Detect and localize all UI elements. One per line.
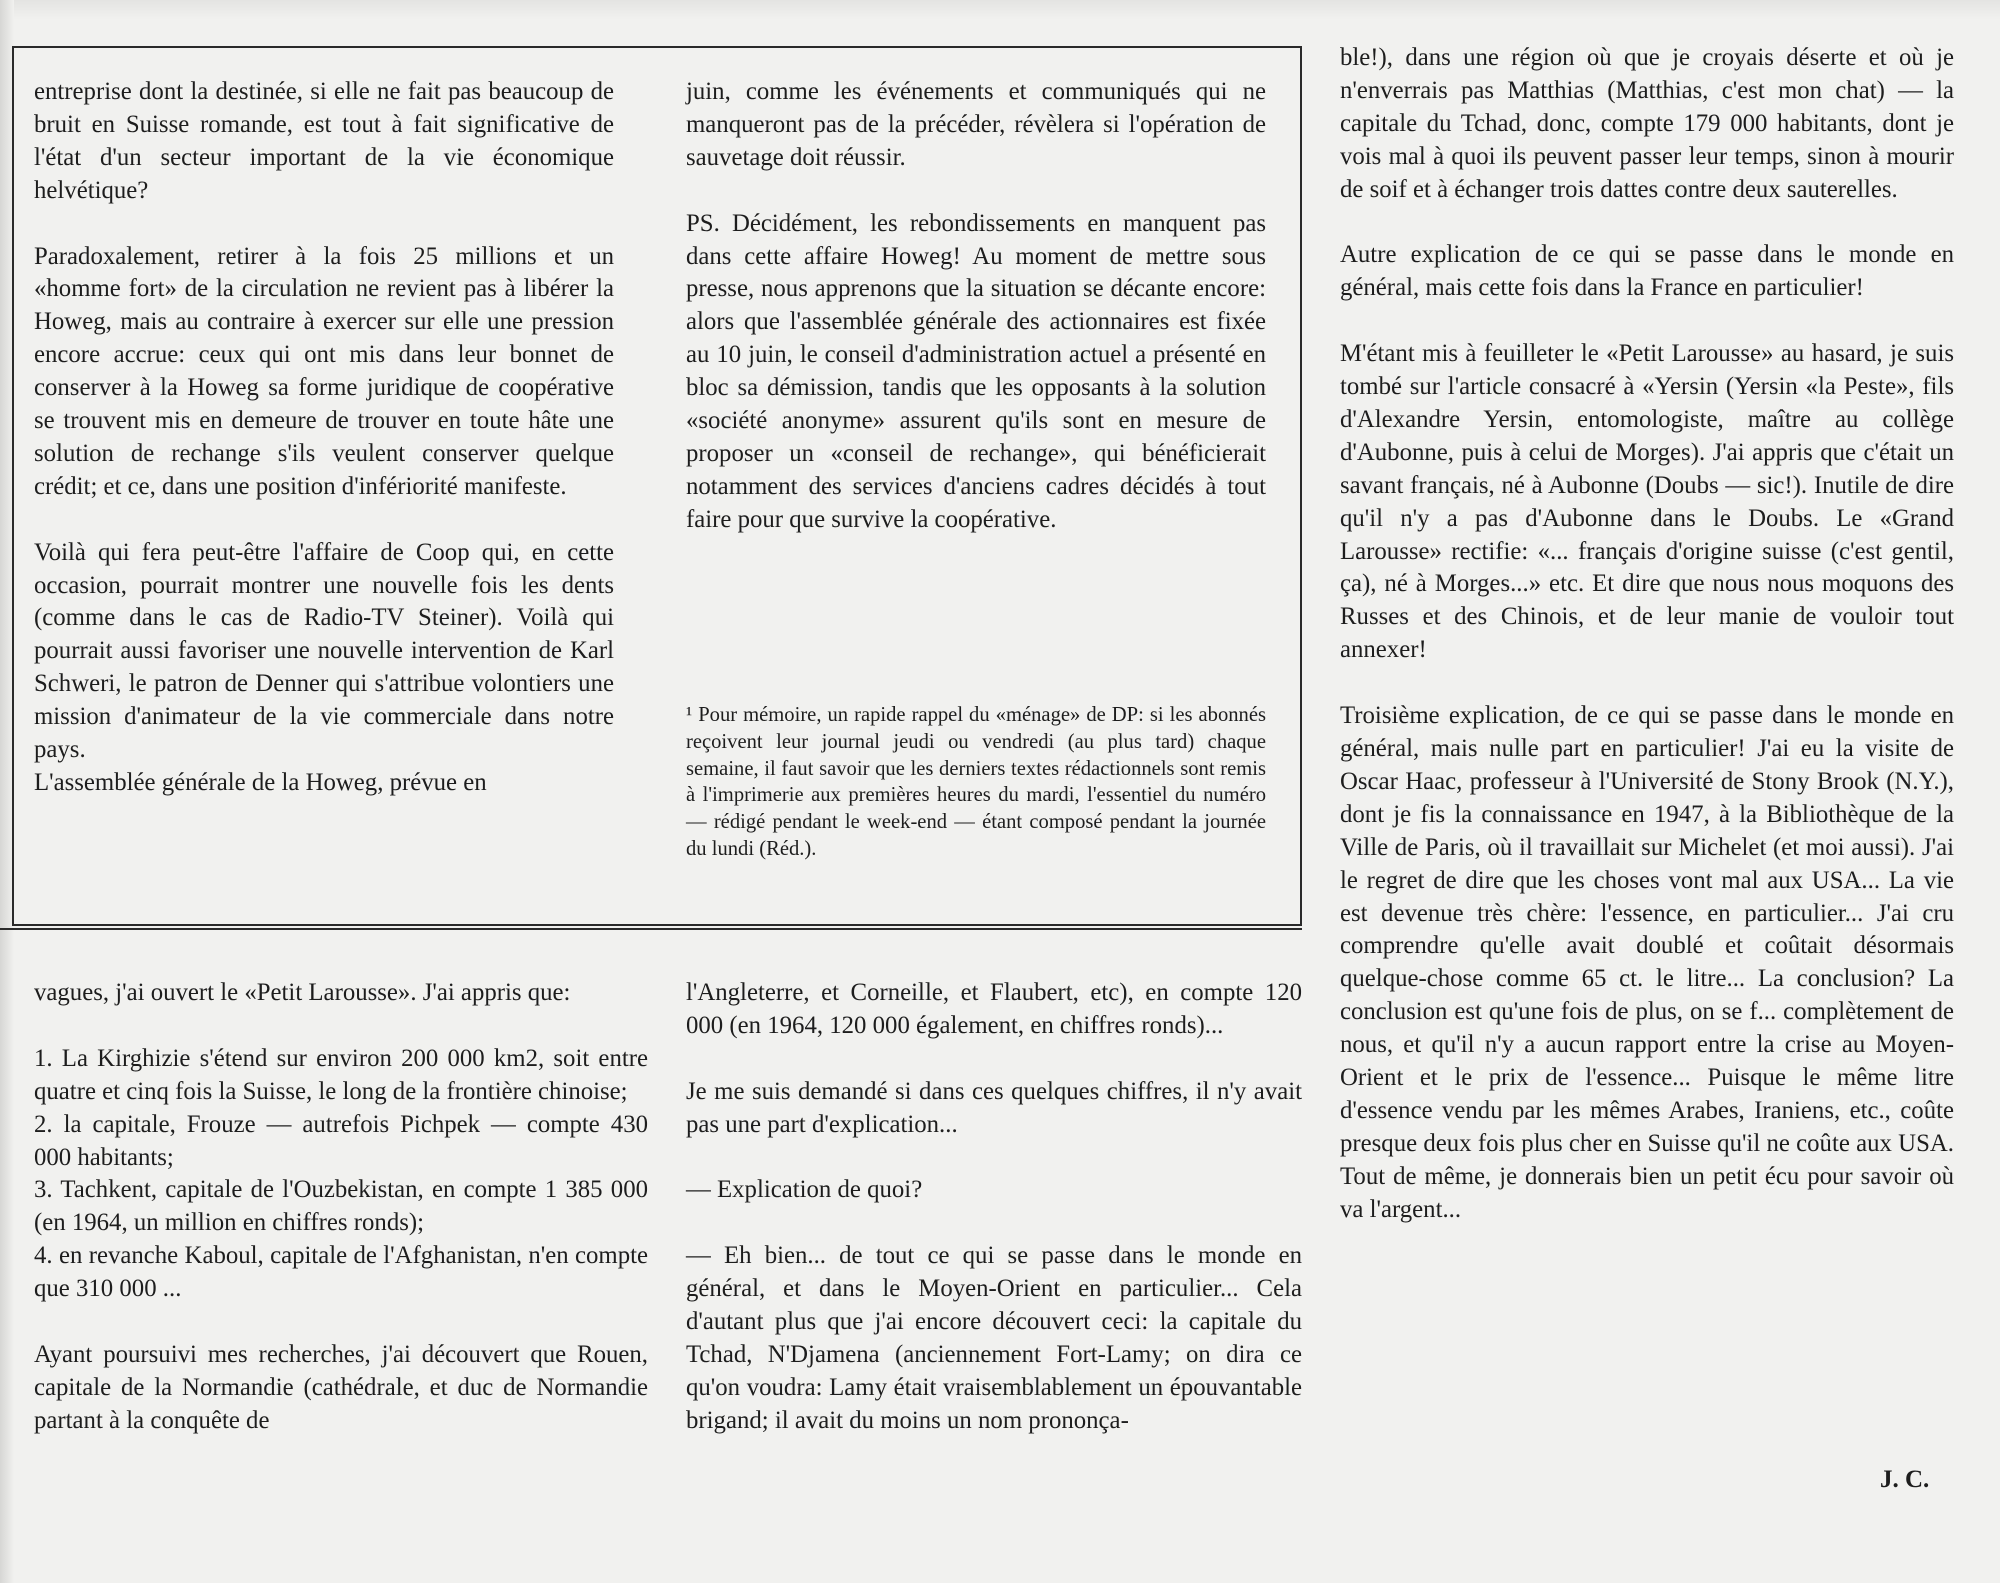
footnote-text: ¹ Pour mémoire, un rapide rappel du «ménage» de DP: si les abonnés reçoivent leur journal jeudi ou vendredi (au plus tard) chaque semaine, il faut savoir que les derniers textes rédactionnels sont remis à l'imprimerie aux premières heures du mardi, l'essentiel du numéro — rédigé pendant le week-end — étant composé pendant la journée du lundi (Réd.).	[686, 704, 1266, 860]
author-signature: J. C.	[1880, 1466, 1930, 1493]
paragraph: Je me suis demandé si dans ces quelques chiffres, il n'y avait pas une part d'explication...	[686, 1077, 1302, 1138]
list-item: 2. la capitale, Frouze — autrefois Pichpek — compte 430 000 habitants;	[34, 1110, 648, 1171]
box-bottom-rule	[0, 928, 1302, 930]
paragraph: Voilà qui fera peut-être l'affaire de Coop qui, en cette occasion, pourrait montrer une nouvelle fois les dents (comme dans le cas de Radio-TV Steiner). Voilà qui pourrait aussi favoriser une nouvelle intervention de Karl Schweri, le patron de Denner qui s'attribue volontiers une mission d'animateur de la vie commerciale dans notre pays.	[34, 538, 614, 764]
paragraph: M'étant mis à feuilleter le «Petit Larousse» au hasard, je suis tombé sur l'article consacré à «Yersin (Yersin «la Peste», fils d'Alexandre Yersin, entomologiste, maître au collège d'Aubonne, puis à celui de Morges). J'ai appris que c'était un savant français, né à Aubonne (Doubs — sic!). Inutile de dire qu'il n'y a pas d'Aubonne dans le Doubs. Le «Grand Larousse» rectifie: «... français d'origine suisse (c'est gentil, ça), né à Morges...» etc. Et dire que nous nous moquons des Russes et des Chinois, et de leur manie de vouloir tout annexer!	[1340, 340, 1954, 664]
bottom-column-1	[34, 977, 648, 1438]
paragraph: vagues, j'ai ouvert le «Petit Larousse». J'ai appris que:	[34, 979, 571, 1006]
paragraph: Troisième explication, de ce qui se passe dans le monde en général, mais nulle part en particulier! J'ai eu la visite de Oscar Haac, professeur à l'Université de Stony Brook (N.Y.), dont je fis la connaissance en 1947, à la Bibliothèque de la Ville de Paris, où il travaillait sur Michelet (et moi aussi). J'ai le regret de dire que les choses vont mal aux USA... La vie est devenue très chère: l'essence, en particulier... J'ai cru comprendre qu'elle avait doublé et coûtait désormais quelque-chose comme 65 ct. le litre... La conclusion? La conclusion est qu'une fois de plus, on se f... complètement de nous, et qu'il n'y a aucun rapport entre la crise au Moyen-Orient et le prix de l'essence... Puisque le même litre d'essence vendu par les mêmes Arabes, Iraniens, etc., coûte presque deux fois plus cher en Suisse qu'il ne coûte aux USA. Tout de même, je donnerais bien un petit écu pour savoir où va l'argent...	[1340, 702, 1954, 1223]
footnote	[686, 702, 1266, 863]
paragraph: l'Angleterre, et Corneille, et Flaubert, etc), en compte 120 000 (en 1964, 120 000 également, en chiffres ronds)...	[686, 979, 1302, 1039]
boxed-column-2	[686, 76, 1266, 537]
right-column	[1340, 42, 1954, 1227]
bottom-column-2	[686, 977, 1302, 1438]
list-item: 4. en revanche Kaboul, capitale de l'Afghanistan, n'en compte que 310 000 ...	[34, 1242, 648, 1303]
paragraph: — Explication de quoi?	[686, 1176, 923, 1204]
list-item: 1. La Kirghizie s'étend sur environ 200 000 km2, soit entre quatre et cinq fois la Suisse, le long de la frontière chinoise;	[34, 1044, 648, 1105]
paragraph: Ayant poursuivi mes recherches, j'ai découvert que Rouen, capitale de la Normandie (cathédrale, et duc de Normandie partant à la conquête de	[34, 1340, 648, 1434]
paragraph: PS. Décidément, les rebondissements en manquent pas dans cette affaire Howeg! Au moment de mettre sous presse, nous apprenons que la situation se décante encore: alors que l'assemblée générale des actionnaires est fixée au 10 juin, le conseil d'administration actuel a présenté en bloc sa démission, tandis que les opposants à la solution «société anonyme» assurent qu'ils sont en mesure de proposer un «conseil de rechange», qui bénéficierait notamment des services d'anciens cadres décidés à tout faire pour que survive la coopérative.	[686, 209, 1266, 533]
paragraph: Autre explication de ce qui se passe dans le monde en général, mais cette fois dans la France en particulier!	[1340, 241, 1954, 302]
paragraph: Paradoxalement, retirer à la fois 25 millions et un «homme fort» de la circulation ne revient pas à libérer la Howeg, mais au contraire à exercer sur elle une pression encore accrue: ceux qui ont mis dans leur bonnet de conserver à la Howeg sa forme juridique de coopérative se trouvent mis en demeure de trouver en toute hâte une solution de rechange s'ils veulent conserver quelque crédit; et ce, dans une position d'infériorité manifeste.	[34, 242, 614, 500]
page-top-edge	[0, 0, 2000, 20]
paragraph: L'assemblée générale de la Howeg, prévue en	[34, 769, 487, 796]
paragraph: — Eh bien... de tout ce qui se passe dans le monde en général, et dans le Moyen-Orient en particulier... Cela d'autant plus que j'ai encore découvert ceci: la capitale du Tchad, N'Djamena (anciennement Fort-Lamy; on dira ce qu'on voudra: Lamy était vraisemblablement un épouvantable brigand; il avait du moins un nom prononça-	[686, 1242, 1302, 1434]
boxed-column-1	[34, 76, 614, 800]
paragraph: entreprise dont la destinée, si elle ne fait pas beaucoup de bruit en Suisse romande, est tout à fait significative de l'état d'un secteur important de la vie économique helvétique?	[34, 78, 614, 204]
paragraph: juin, comme les événements et communiqués qui ne manqueront pas de la précéder, révèlera si l'opération de sauvetage doit réussir.	[686, 78, 1266, 171]
list-item: 3. Tachkent, capitale de l'Ouzbekistan, en compte 1 385 000 (en 1964, un million en chiffres ronds);	[34, 1176, 648, 1237]
paragraph: ble!), dans une région où que je croyais déserte et où je n'enverrais pas Matthias (Matthias, c'est mon chat) — la capitale du Tchad, donc, compte 179 000 habitants, dont je vois mal à quoi ils peuvent passer leur temps, sinon à mourir de soif et à échanger trois dattes contre deux sauterelles.	[1340, 44, 1954, 203]
